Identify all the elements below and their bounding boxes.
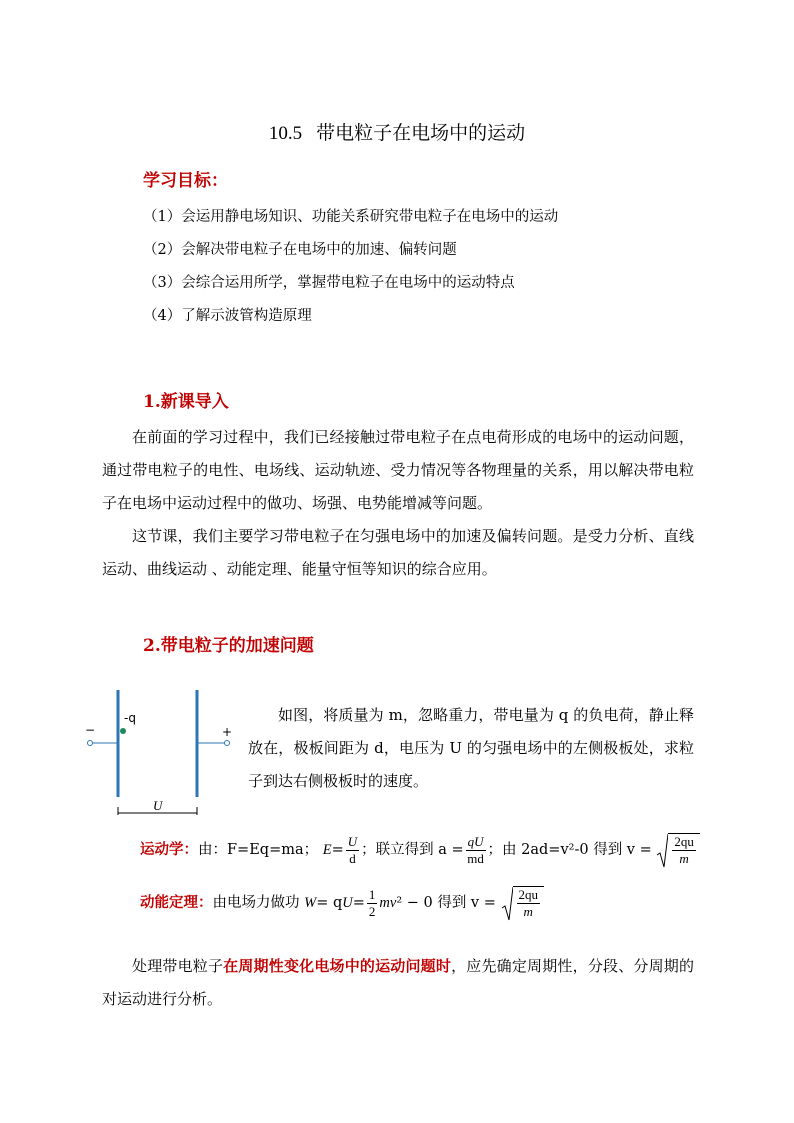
- section1-heading: 1.新课导入: [143, 392, 229, 412]
- closing-highlight: 在周期性变化电场中的运动问题时: [223, 957, 452, 975]
- closing-paragraph: 处理带电粒子在周期性变化电场中的运动问题时，应先确定周期性，分段、分周期的对运动进行分析。: [102, 957, 694, 1008]
- kinematics-formula: 运动学：由：F=Eq=ma； E= $\frac{U}{d}$ ；联立得到 a = $\frac{qU}{md}$ ；由 2ad=v²-0 得到 v = $\frac{2qu}{m}$: [140, 833, 700, 867]
- charge-particle: [120, 728, 126, 734]
- sqrt-expression: $\frac{2qu}{m}$: [501, 886, 545, 920]
- section2-heading: 2.带电粒子的加速问题: [143, 636, 314, 656]
- section-number: 10.5: [268, 123, 303, 144]
- left-terminal: [88, 741, 93, 746]
- objectives-heading: 学习目标：: [143, 171, 228, 191]
- kinematics-label: 运动学：: [140, 841, 198, 858]
- energy-formula: 动能定理：由电场力做功 W= qU= $\frac{1}{2}$ mv² − 0 得到 v = $\frac{2qu}{m}$: [140, 886, 544, 920]
- section1-paragraph-2: 这节课，我们主要学习带电粒子在匀强电场中的加速及偏转问题。是受力分析、直线运动、曲线运动 、动能定理、能量守恒等知识的综合应用。: [102, 527, 694, 578]
- sqrt-expression: $\frac{2qu}{m}$: [656, 833, 700, 867]
- section1-paragraph-1: 在前面的学习过程中，我们已经接触过带电粒子在点电荷形成的电场中的运动问题，通过带电粒子的电性、电场线、运动轨迹、受力情况等各物理量的关系，用以解决带电粒子在电场中运动过程中的做功、场强、电势能增减等问题。: [102, 428, 694, 512]
- page-title: [0, 118, 794, 145]
- objective-item: （3）会综合运用所学，掌握带电粒子在电场中的运动特点: [143, 275, 515, 291]
- objective-item: （4）了解示波管构造原理: [143, 308, 312, 324]
- title-text: 带电粒子在电场中的运动: [316, 122, 526, 144]
- energy-label: 动能定理：: [140, 894, 213, 911]
- problem-statement: 如图，将质量为 m，忽略重力，带电量为 q 的负电荷，静止释放在，极板间距为 d，电压为 U 的匀强电场中的左侧极板处，求粒子到达右侧极板时的速度。: [248, 706, 694, 790]
- voltage-label: U: [153, 798, 163, 813]
- plus-sign: +: [222, 725, 233, 739]
- right-terminal: [225, 741, 230, 746]
- capacitor-diagram: [80, 685, 240, 815]
- objective-item: （1）会运用静电场知识、功能关系研究带电粒子在电场中的运动: [143, 209, 559, 225]
- minus-sign: −: [85, 723, 96, 737]
- objective-item: （2）会解决带电粒子在电场中的加速、偏转问题: [143, 242, 457, 258]
- charge-label: -q: [124, 711, 136, 725]
